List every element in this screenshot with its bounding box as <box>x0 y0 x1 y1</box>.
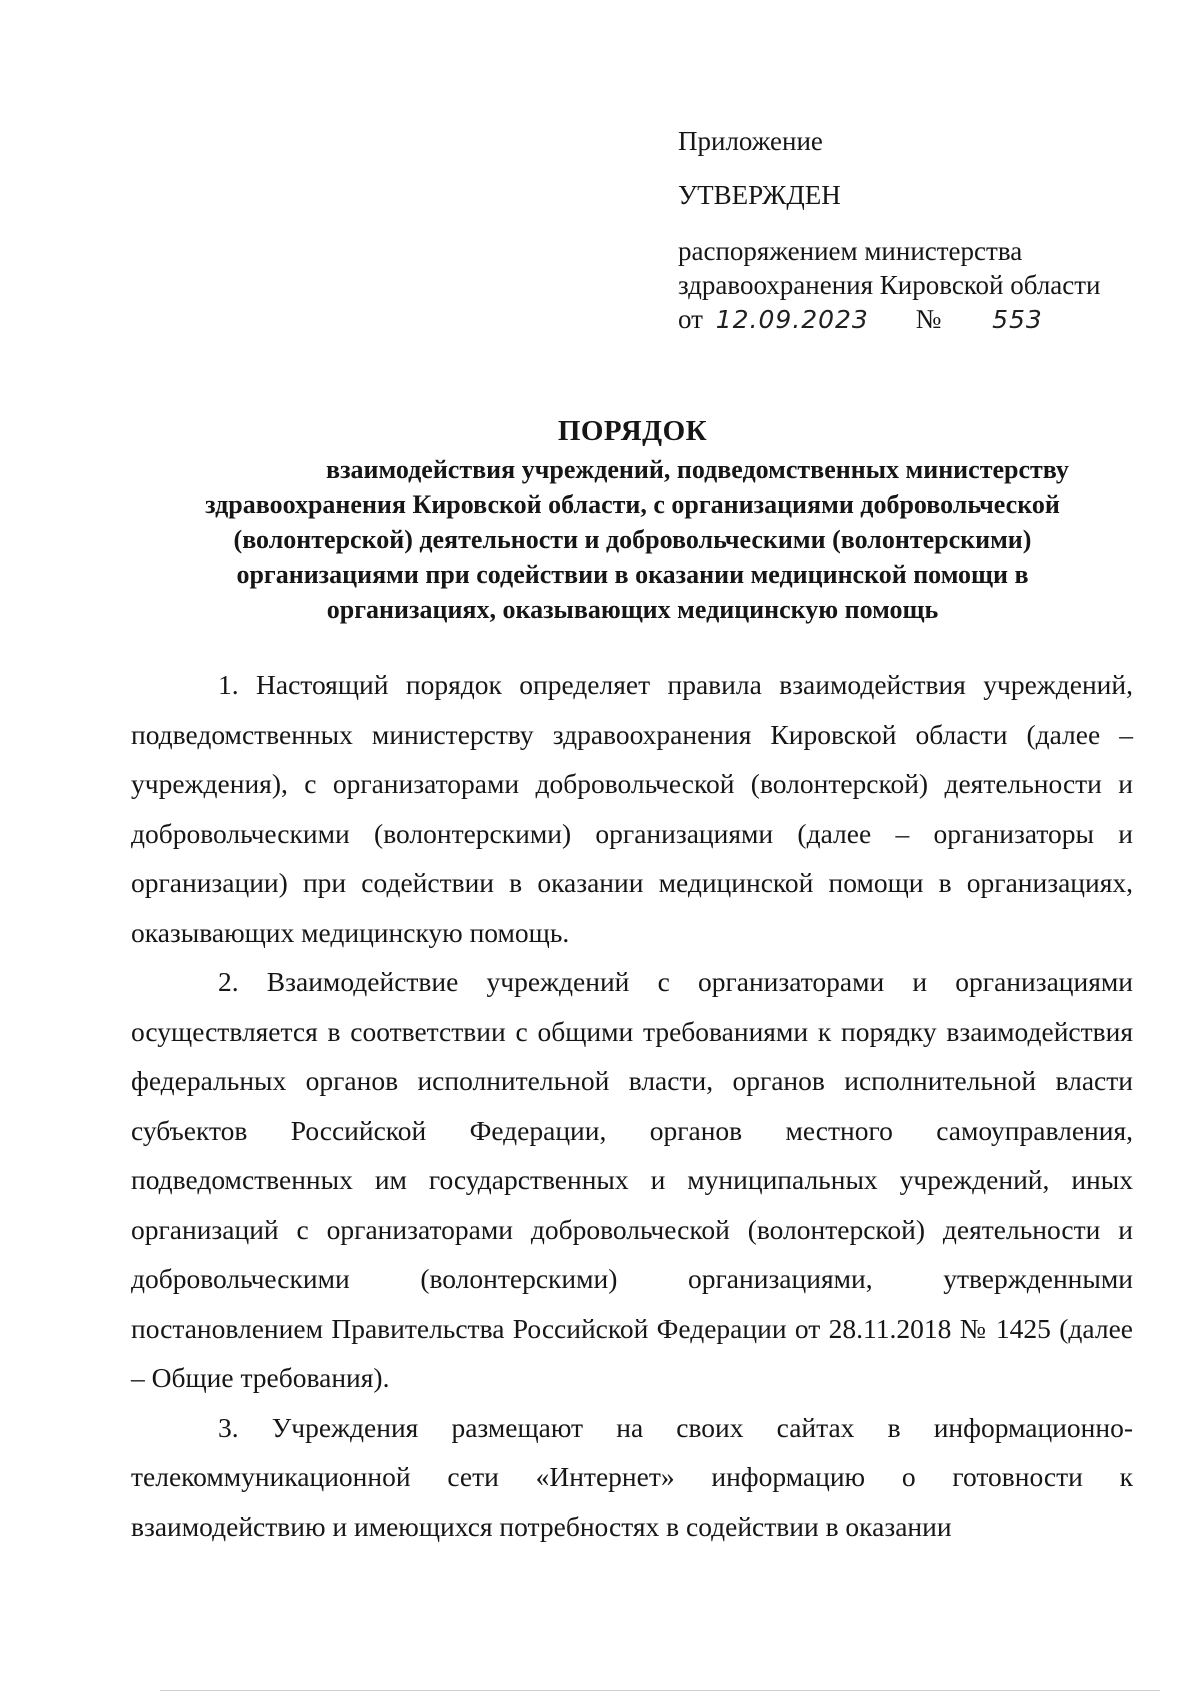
paragraph-3: 3. Учреждения размещают на своих сайтах в информационно-телекоммуникационной сети «Интернет» информацию о готовности к взаимодействию и имеющихся потребностях в содействии в оказании <box>131 1411 1133 1542</box>
document-title: ПОРЯДОК <box>557 415 708 447</box>
handwritten-number: 553 <box>992 305 1043 334</box>
approval-stamp-block <box>678 124 1158 337</box>
approved-label: УТВЕРЖДЕН <box>678 180 841 210</box>
appendix-label: Приложение <box>678 126 823 156</box>
document-title-block <box>150 410 1115 627</box>
paragraph-1: 1. Настоящий порядок определяет правила взаимодействия учреждений, подведомственных министерству здравоохранения Кировской области (далее – учреждения), с организаторами добровольческой (волонтерской) деятельности и добровольческими (волонтерскими) организациями (далее – организаторы и организации) при содействии в оказании медицинской помощи в организациях, оказывающих медицинскую помощь. <box>131 669 1133 948</box>
approved-by-line-1: распоряжением министерства <box>678 236 1023 266</box>
document-subtitle: взаимодействия учреждений, подведомственных министерству здравоохранения Кировской области, с организациями добровольческой (волонтерской) деятельности и добровольческими (волонтерскими) организациями при содействии в оказании медицинской помощи в организациях, оказывающих медицинскую помощь <box>205 455 1069 624</box>
scan-edge-divider <box>160 1690 1160 1691</box>
approved-by-line-2: здравоохранения Кировской области <box>678 270 1101 300</box>
handwritten-date: 12.09.2023 <box>715 305 869 334</box>
date-prefix: от <box>678 304 703 334</box>
document-body <box>131 660 1133 1551</box>
date-number-line <box>678 302 1158 337</box>
paragraph-2: 2. Взаимодействие учреждений с организаторами и организациями осуществляется в соответствии с общими требованиями к порядку взаимодействия федеральных органов исполнительной власти, органов исполнительной власти субъектов Российской Федерации, органов местного самоуправления, подведомственных им государственных и муниципальных учреждений, иных организаций с организаторами добровольческой (волонтерской) деятельности и добровольческими (волонтерскими) организациями, утвержденными постановлением Правительства Российской Федерации от 28.11.2018 № 1425 (далее – Общие требования). <box>131 966 1133 1393</box>
number-sign: № <box>915 304 942 334</box>
